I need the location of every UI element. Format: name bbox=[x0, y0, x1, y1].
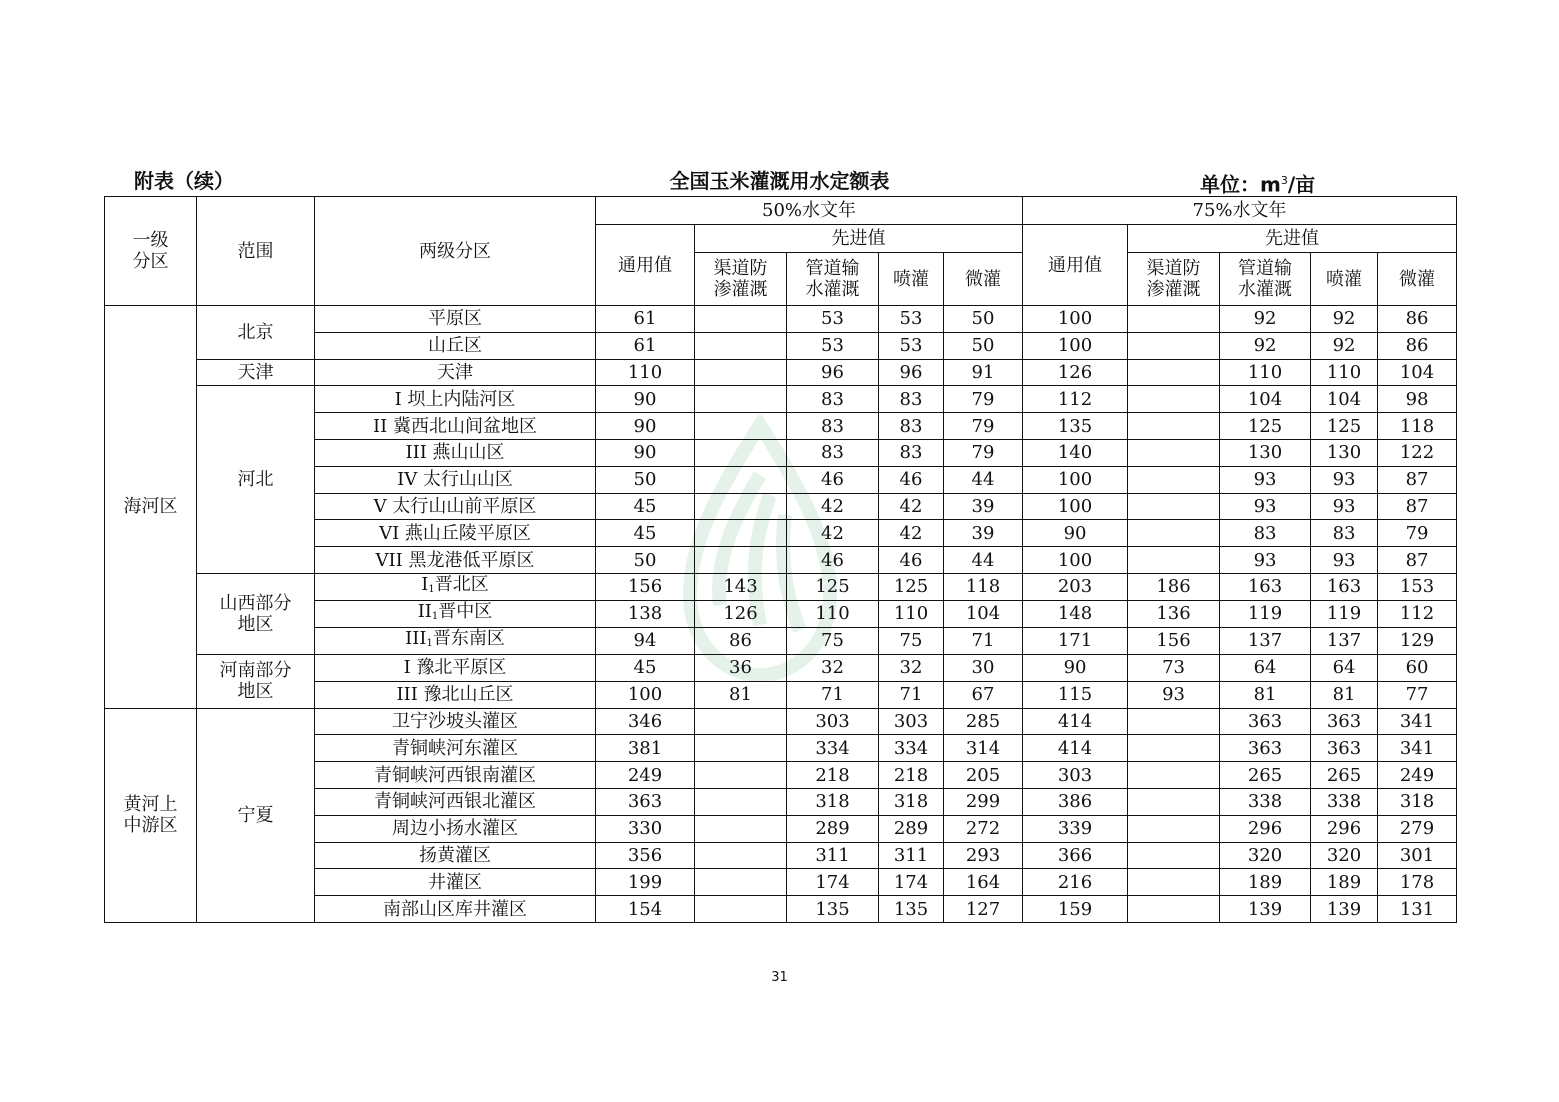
subzone-name-cell: IV 太行山山区 bbox=[315, 466, 596, 493]
scope-cell: 河北 bbox=[197, 386, 315, 574]
value-cell: 218 bbox=[879, 762, 944, 789]
value-cell bbox=[1128, 547, 1220, 574]
value-cell bbox=[695, 520, 787, 547]
value-cell: 216 bbox=[1023, 869, 1128, 896]
value-cell: 104 bbox=[1378, 359, 1457, 386]
value-cell: 189 bbox=[1311, 869, 1378, 896]
value-cell: 64 bbox=[1220, 654, 1311, 681]
value-cell: 50 bbox=[944, 306, 1023, 333]
value-cell: 100 bbox=[1023, 306, 1128, 333]
value-cell: 126 bbox=[1023, 359, 1128, 386]
unit-superscript: 3 bbox=[1280, 174, 1288, 187]
value-cell: 110 bbox=[787, 600, 879, 627]
value-cell: 131 bbox=[1378, 896, 1457, 923]
value-cell: 218 bbox=[787, 762, 879, 789]
value-cell: 174 bbox=[879, 869, 944, 896]
value-cell: 79 bbox=[1378, 520, 1457, 547]
subzone-name-cell: 平原区 bbox=[315, 306, 596, 333]
value-cell: 293 bbox=[944, 842, 1023, 869]
header-micro-50: 微灌 bbox=[944, 253, 1023, 306]
value-cell: 32 bbox=[787, 654, 879, 681]
value-cell: 339 bbox=[1023, 815, 1128, 842]
value-cell: 153 bbox=[1378, 573, 1457, 600]
value-cell: 104 bbox=[1311, 386, 1378, 413]
value-cell: 92 bbox=[1220, 332, 1311, 359]
header-year50: 50%水文年 bbox=[596, 197, 1023, 225]
header-scope: 范围 bbox=[197, 197, 315, 306]
value-cell: 203 bbox=[1023, 573, 1128, 600]
header-advanced-75: 先进值 bbox=[1128, 225, 1457, 253]
value-cell: 90 bbox=[596, 439, 695, 466]
value-cell: 311 bbox=[879, 842, 944, 869]
subzone-name-cell: $I_1$晋北区 bbox=[315, 573, 596, 600]
value-cell: 303 bbox=[787, 708, 879, 735]
value-cell: 93 bbox=[1311, 466, 1378, 493]
value-cell bbox=[1128, 359, 1220, 386]
table-row bbox=[105, 386, 1457, 413]
value-cell bbox=[695, 815, 787, 842]
value-cell: 205 bbox=[944, 762, 1023, 789]
value-cell: 125 bbox=[1220, 413, 1311, 440]
value-cell: 318 bbox=[1378, 788, 1457, 815]
value-cell: 90 bbox=[596, 386, 695, 413]
value-cell bbox=[1128, 520, 1220, 547]
value-cell: 100 bbox=[1023, 547, 1128, 574]
value-cell: 249 bbox=[596, 762, 695, 789]
value-cell: 122 bbox=[1378, 439, 1457, 466]
value-cell: 100 bbox=[1023, 332, 1128, 359]
value-cell: 363 bbox=[1220, 735, 1311, 762]
value-cell: 44 bbox=[944, 547, 1023, 574]
value-cell: 178 bbox=[1378, 869, 1457, 896]
value-cell: 366 bbox=[1023, 842, 1128, 869]
value-cell: 86 bbox=[1378, 332, 1457, 359]
value-cell: 87 bbox=[1378, 547, 1457, 574]
unit-prefix: 单位：m bbox=[1200, 172, 1281, 197]
value-cell: 303 bbox=[879, 708, 944, 735]
value-cell: 320 bbox=[1220, 842, 1311, 869]
subzone-name-cell: II 冀西北山间盆地区 bbox=[315, 413, 596, 440]
value-cell: 90 bbox=[1023, 654, 1128, 681]
value-cell: 341 bbox=[1378, 708, 1457, 735]
value-cell: 87 bbox=[1378, 466, 1457, 493]
value-cell: 338 bbox=[1220, 788, 1311, 815]
value-cell: 112 bbox=[1023, 386, 1128, 413]
value-cell bbox=[1128, 439, 1220, 466]
value-cell: 87 bbox=[1378, 493, 1457, 520]
value-cell: 189 bbox=[1220, 869, 1311, 896]
value-cell bbox=[695, 735, 787, 762]
value-cell: 93 bbox=[1311, 493, 1378, 520]
value-cell: 330 bbox=[596, 815, 695, 842]
value-cell bbox=[695, 788, 787, 815]
value-cell: 135 bbox=[1023, 413, 1128, 440]
value-cell: 83 bbox=[879, 413, 944, 440]
subzone-name-cell: 周边小扬水灌区 bbox=[315, 815, 596, 842]
value-cell: 174 bbox=[787, 869, 879, 896]
value-cell: 53 bbox=[879, 306, 944, 333]
value-cell: 363 bbox=[596, 788, 695, 815]
value-cell: 83 bbox=[787, 386, 879, 413]
value-cell: 164 bbox=[944, 869, 1023, 896]
value-cell: 130 bbox=[1220, 439, 1311, 466]
value-cell: 42 bbox=[787, 520, 879, 547]
value-cell: 92 bbox=[1220, 306, 1311, 333]
subzone-name-cell: 山丘区 bbox=[315, 332, 596, 359]
value-cell: 83 bbox=[787, 439, 879, 466]
value-cell bbox=[1128, 708, 1220, 735]
value-cell: 93 bbox=[1311, 547, 1378, 574]
subzone-name-cell: III 豫北山丘区 bbox=[315, 681, 596, 708]
value-cell: 92 bbox=[1311, 306, 1378, 333]
value-cell: 45 bbox=[596, 520, 695, 547]
value-cell bbox=[1128, 306, 1220, 333]
value-cell bbox=[695, 708, 787, 735]
value-cell bbox=[1128, 735, 1220, 762]
value-cell: 93 bbox=[1128, 681, 1220, 708]
region-cell: 海河区 bbox=[105, 306, 197, 709]
value-cell: 86 bbox=[695, 627, 787, 654]
value-cell: 363 bbox=[1311, 735, 1378, 762]
value-cell: 61 bbox=[596, 332, 695, 359]
value-cell: 61 bbox=[596, 306, 695, 333]
value-cell bbox=[695, 547, 787, 574]
subzone-name-cell: $II_1$晋中区 bbox=[315, 600, 596, 627]
value-cell: 92 bbox=[1311, 332, 1378, 359]
value-cell: 318 bbox=[879, 788, 944, 815]
header-level2: 两级分区 bbox=[315, 197, 596, 306]
value-cell: 100 bbox=[596, 681, 695, 708]
value-cell: 156 bbox=[1128, 627, 1220, 654]
scope-cell: 北京 bbox=[197, 306, 315, 360]
value-cell: 414 bbox=[1023, 735, 1128, 762]
value-cell: 42 bbox=[787, 493, 879, 520]
value-cell: 126 bbox=[695, 600, 787, 627]
value-cell bbox=[695, 332, 787, 359]
unit-label bbox=[1200, 166, 1315, 196]
value-cell: 42 bbox=[879, 493, 944, 520]
subzone-name-cell: I 豫北平原区 bbox=[315, 654, 596, 681]
value-cell: 125 bbox=[879, 573, 944, 600]
value-cell: 135 bbox=[787, 896, 879, 923]
header-general-75: 通用值 bbox=[1023, 225, 1128, 306]
value-cell bbox=[1128, 386, 1220, 413]
value-cell: 171 bbox=[1023, 627, 1128, 654]
value-cell: 50 bbox=[944, 332, 1023, 359]
value-cell: 83 bbox=[879, 386, 944, 413]
value-cell: 32 bbox=[879, 654, 944, 681]
value-cell bbox=[1128, 762, 1220, 789]
value-cell: 139 bbox=[1220, 896, 1311, 923]
value-cell: 104 bbox=[944, 600, 1023, 627]
value-cell bbox=[695, 762, 787, 789]
value-cell: 386 bbox=[1023, 788, 1128, 815]
value-cell: 341 bbox=[1378, 735, 1457, 762]
value-cell: 159 bbox=[1023, 896, 1128, 923]
value-cell: 30 bbox=[944, 654, 1023, 681]
value-cell: 381 bbox=[596, 735, 695, 762]
value-cell bbox=[695, 439, 787, 466]
value-cell: 79 bbox=[944, 413, 1023, 440]
table-row bbox=[105, 654, 1457, 681]
value-cell: 296 bbox=[1311, 815, 1378, 842]
value-cell: 110 bbox=[1311, 359, 1378, 386]
value-cell: 71 bbox=[879, 681, 944, 708]
value-cell: 249 bbox=[1378, 762, 1457, 789]
value-cell: 83 bbox=[1220, 520, 1311, 547]
value-cell: 100 bbox=[1023, 466, 1128, 493]
value-cell: 67 bbox=[944, 681, 1023, 708]
value-cell: 119 bbox=[1220, 600, 1311, 627]
value-cell: 118 bbox=[944, 573, 1023, 600]
value-cell: 46 bbox=[787, 466, 879, 493]
value-cell: 64 bbox=[1311, 654, 1378, 681]
header-general-50: 通用值 bbox=[596, 225, 695, 306]
value-cell: 299 bbox=[944, 788, 1023, 815]
value-cell: 163 bbox=[1311, 573, 1378, 600]
value-cell: 91 bbox=[944, 359, 1023, 386]
value-cell: 93 bbox=[1220, 466, 1311, 493]
value-cell: 42 bbox=[879, 520, 944, 547]
value-cell: 71 bbox=[944, 627, 1023, 654]
value-cell: 110 bbox=[1220, 359, 1311, 386]
value-cell: 363 bbox=[1220, 708, 1311, 735]
value-cell bbox=[695, 869, 787, 896]
value-cell bbox=[1128, 842, 1220, 869]
value-cell: 75 bbox=[787, 627, 879, 654]
value-cell: 115 bbox=[1023, 681, 1128, 708]
value-cell: 81 bbox=[1220, 681, 1311, 708]
value-cell: 143 bbox=[695, 573, 787, 600]
value-cell: 50 bbox=[596, 547, 695, 574]
value-cell: 137 bbox=[1311, 627, 1378, 654]
value-cell: 314 bbox=[944, 735, 1023, 762]
value-cell: 138 bbox=[596, 600, 695, 627]
value-cell: 285 bbox=[944, 708, 1023, 735]
value-cell: 100 bbox=[1023, 493, 1128, 520]
value-cell: 90 bbox=[1023, 520, 1128, 547]
value-cell: 83 bbox=[1311, 520, 1378, 547]
value-cell: 125 bbox=[1311, 413, 1378, 440]
table-row bbox=[105, 306, 1457, 333]
value-cell bbox=[695, 842, 787, 869]
value-cell bbox=[695, 413, 787, 440]
value-cell: 110 bbox=[879, 600, 944, 627]
value-cell: 199 bbox=[596, 869, 695, 896]
value-cell: 135 bbox=[879, 896, 944, 923]
value-cell: 148 bbox=[1023, 600, 1128, 627]
value-cell: 301 bbox=[1378, 842, 1457, 869]
header-sprinkler-75: 喷灌 bbox=[1311, 253, 1378, 306]
subzone-name-cell: 扬黄灌区 bbox=[315, 842, 596, 869]
scope-cell: 天津 bbox=[197, 359, 315, 386]
value-cell: 79 bbox=[944, 386, 1023, 413]
value-cell: 94 bbox=[596, 627, 695, 654]
value-cell bbox=[695, 359, 787, 386]
value-cell: 156 bbox=[596, 573, 695, 600]
value-cell: 311 bbox=[787, 842, 879, 869]
value-cell: 289 bbox=[787, 815, 879, 842]
table-title: 全国玉米灌溉用水定额表 bbox=[669, 169, 890, 193]
header-micro-75: 微灌 bbox=[1378, 253, 1457, 306]
value-cell: 296 bbox=[1220, 815, 1311, 842]
value-cell: 53 bbox=[787, 332, 879, 359]
value-cell: 334 bbox=[879, 735, 944, 762]
water-quota-table bbox=[104, 196, 1457, 923]
value-cell bbox=[695, 306, 787, 333]
subzone-name-cell: 青铜峡河西银南灌区 bbox=[315, 762, 596, 789]
value-cell: 104 bbox=[1220, 386, 1311, 413]
value-cell: 265 bbox=[1220, 762, 1311, 789]
value-cell: 83 bbox=[787, 413, 879, 440]
value-cell: 96 bbox=[787, 359, 879, 386]
header-level1: 一级 分区 bbox=[105, 197, 197, 306]
value-cell: 279 bbox=[1378, 815, 1457, 842]
value-cell: 46 bbox=[879, 466, 944, 493]
value-cell: 93 bbox=[1220, 493, 1311, 520]
value-cell: 320 bbox=[1311, 842, 1378, 869]
value-cell: 140 bbox=[1023, 439, 1128, 466]
value-cell: 338 bbox=[1311, 788, 1378, 815]
caption-left: 附表（续） bbox=[134, 169, 234, 193]
value-cell: 363 bbox=[1311, 708, 1378, 735]
value-cell: 112 bbox=[1378, 600, 1457, 627]
value-cell bbox=[695, 896, 787, 923]
value-cell: 45 bbox=[596, 654, 695, 681]
value-cell: 125 bbox=[787, 573, 879, 600]
value-cell: 81 bbox=[1311, 681, 1378, 708]
value-cell: 130 bbox=[1311, 439, 1378, 466]
value-cell bbox=[695, 386, 787, 413]
value-cell: 46 bbox=[879, 547, 944, 574]
value-cell: 36 bbox=[695, 654, 787, 681]
scope-cell: 河南部分 地区 bbox=[197, 654, 315, 708]
value-cell: 356 bbox=[596, 842, 695, 869]
value-cell: 71 bbox=[787, 681, 879, 708]
value-cell: 136 bbox=[1128, 600, 1220, 627]
value-cell: 81 bbox=[695, 681, 787, 708]
value-cell: 272 bbox=[944, 815, 1023, 842]
value-cell: 303 bbox=[1023, 762, 1128, 789]
value-cell: 79 bbox=[944, 439, 1023, 466]
subzone-name-cell: 青铜峡河东灌区 bbox=[315, 735, 596, 762]
table-row bbox=[105, 573, 1457, 600]
value-cell bbox=[695, 493, 787, 520]
value-cell: 86 bbox=[1378, 306, 1457, 333]
scope-cell: 山西部分 地区 bbox=[197, 573, 315, 654]
value-cell: 39 bbox=[944, 493, 1023, 520]
scope-cell: 宁夏 bbox=[197, 708, 315, 922]
header-sprinkler-50: 喷灌 bbox=[879, 253, 944, 306]
value-cell: 118 bbox=[1378, 413, 1457, 440]
subzone-name-cell: VII 黑龙港低平原区 bbox=[315, 547, 596, 574]
value-cell: 414 bbox=[1023, 708, 1128, 735]
value-cell: 83 bbox=[879, 439, 944, 466]
value-cell: 127 bbox=[944, 896, 1023, 923]
value-cell: 119 bbox=[1311, 600, 1378, 627]
value-cell: 45 bbox=[596, 493, 695, 520]
value-cell: 318 bbox=[787, 788, 879, 815]
value-cell: 53 bbox=[787, 306, 879, 333]
page-number: 31 bbox=[771, 970, 788, 985]
table-body bbox=[105, 306, 1457, 923]
value-cell: 265 bbox=[1311, 762, 1378, 789]
value-cell bbox=[1128, 332, 1220, 359]
subzone-name-cell: 青铜峡河西银北灌区 bbox=[315, 788, 596, 815]
subzone-name-cell: III 燕山山区 bbox=[315, 439, 596, 466]
table-row bbox=[105, 708, 1457, 735]
value-cell: 163 bbox=[1220, 573, 1311, 600]
value-cell: 75 bbox=[879, 627, 944, 654]
value-cell: 137 bbox=[1220, 627, 1311, 654]
table-row bbox=[105, 359, 1457, 386]
value-cell: 110 bbox=[596, 359, 695, 386]
value-cell: 90 bbox=[596, 413, 695, 440]
header-pipe-50: 管道输 水灌溉 bbox=[787, 253, 879, 306]
value-cell: 346 bbox=[596, 708, 695, 735]
subzone-name-cell: VI 燕山丘陵平原区 bbox=[315, 520, 596, 547]
header-year75: 75%水文年 bbox=[1023, 197, 1457, 225]
value-cell: 93 bbox=[1220, 547, 1311, 574]
value-cell bbox=[1128, 788, 1220, 815]
value-cell: 77 bbox=[1378, 681, 1457, 708]
value-cell: 39 bbox=[944, 520, 1023, 547]
value-cell: 129 bbox=[1378, 627, 1457, 654]
header-pipe-75: 管道输 水灌溉 bbox=[1220, 253, 1311, 306]
value-cell: 73 bbox=[1128, 654, 1220, 681]
value-cell: 154 bbox=[596, 896, 695, 923]
value-cell bbox=[1128, 896, 1220, 923]
subzone-name-cell: 卫宁沙坡头灌区 bbox=[315, 708, 596, 735]
header-advanced-50: 先进值 bbox=[695, 225, 1023, 253]
value-cell: 44 bbox=[944, 466, 1023, 493]
value-cell: 46 bbox=[787, 547, 879, 574]
value-cell bbox=[1128, 466, 1220, 493]
subzone-name-cell: 南部山区库井灌区 bbox=[315, 896, 596, 923]
value-cell bbox=[695, 466, 787, 493]
value-cell: 60 bbox=[1378, 654, 1457, 681]
region-cell: 黄河上 中游区 bbox=[105, 708, 197, 922]
value-cell: 98 bbox=[1378, 386, 1457, 413]
subzone-name-cell: $III_1$晋东南区 bbox=[315, 627, 596, 654]
value-cell bbox=[1128, 413, 1220, 440]
value-cell bbox=[1128, 493, 1220, 520]
subzone-name-cell: I 坝上内陆河区 bbox=[315, 386, 596, 413]
value-cell bbox=[1128, 815, 1220, 842]
value-cell: 53 bbox=[879, 332, 944, 359]
value-cell: 289 bbox=[879, 815, 944, 842]
value-cell bbox=[1128, 869, 1220, 896]
subzone-name-cell: 井灌区 bbox=[315, 869, 596, 896]
subzone-name-cell: V 太行山山前平原区 bbox=[315, 493, 596, 520]
header-channel-75: 渠道防 渗灌溉 bbox=[1128, 253, 1220, 306]
unit-suffix: /亩 bbox=[1287, 172, 1316, 197]
subzone-name-cell: 天津 bbox=[315, 359, 596, 386]
header-channel-50: 渠道防 渗灌溉 bbox=[695, 253, 787, 306]
value-cell: 50 bbox=[596, 466, 695, 493]
value-cell: 96 bbox=[879, 359, 944, 386]
value-cell: 186 bbox=[1128, 573, 1220, 600]
value-cell: 139 bbox=[1311, 896, 1378, 923]
value-cell: 334 bbox=[787, 735, 879, 762]
